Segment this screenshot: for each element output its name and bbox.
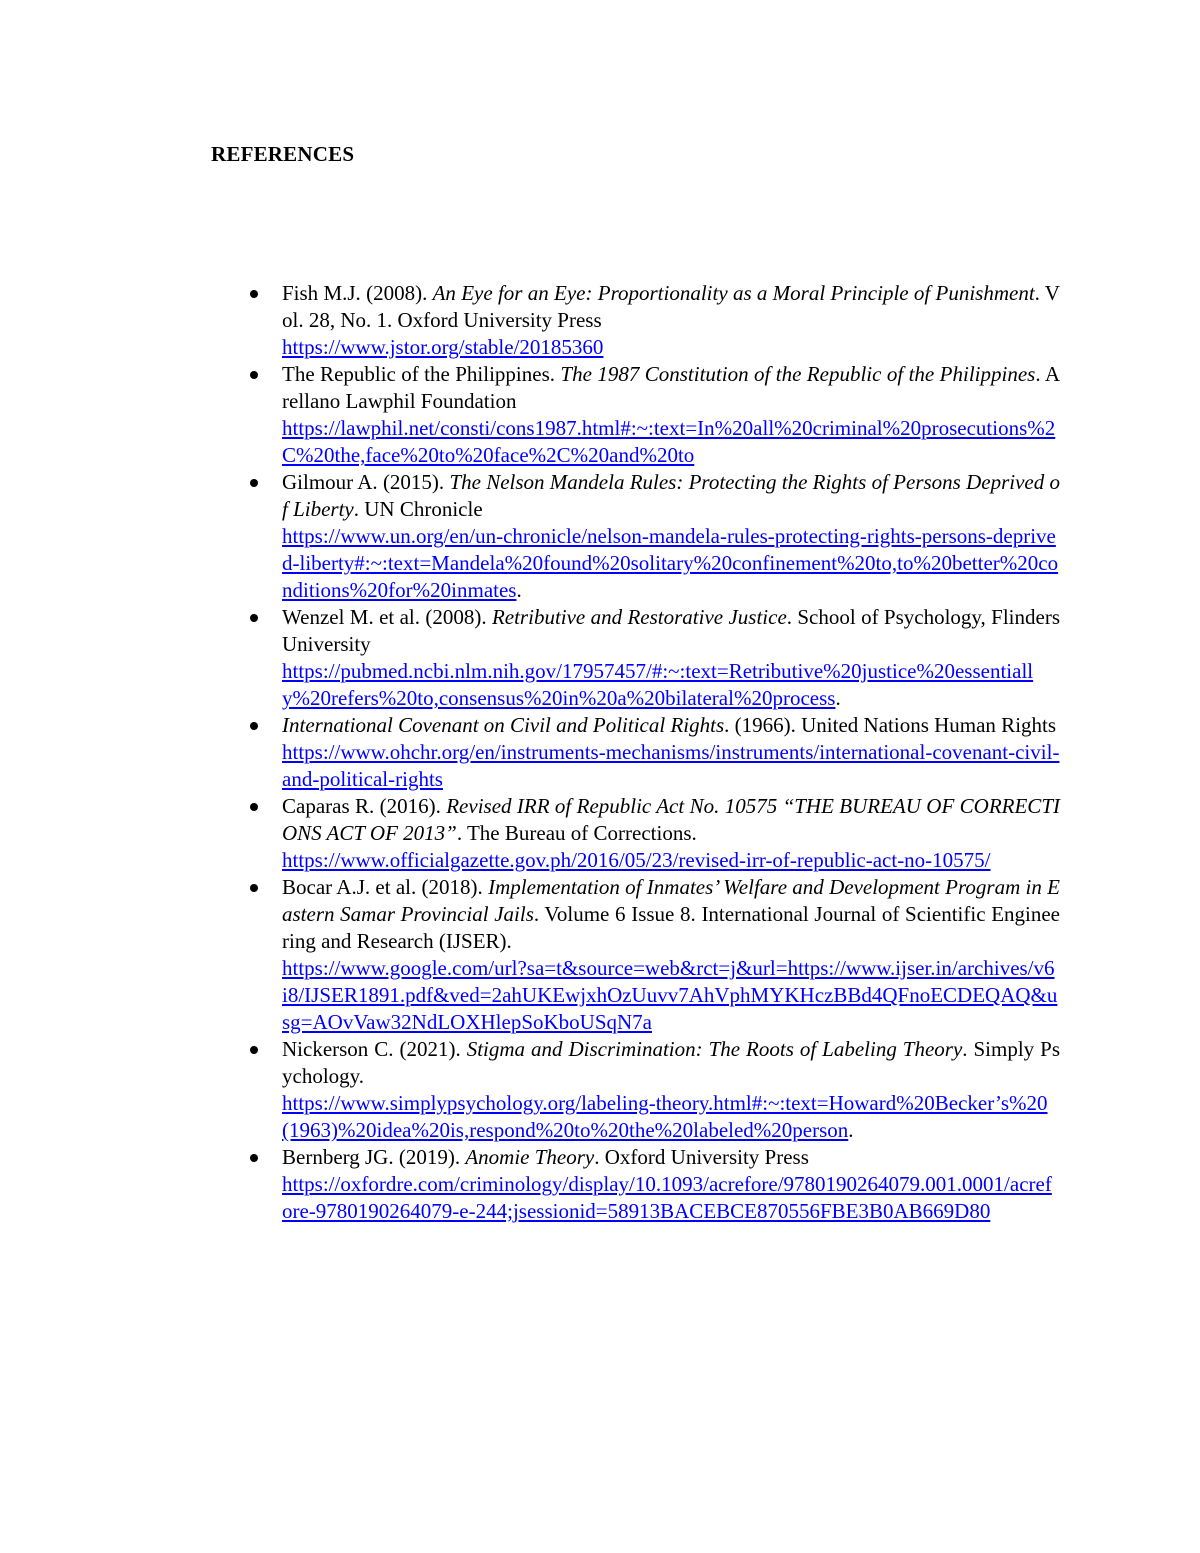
reference-trailing: . (835, 686, 841, 710)
reference-link[interactable]: https://oxfordre.com/criminology/display/10.1093/acrefore/9780190264079.001.0001/acrefore-9780190264079-e-244;jsessionid=58913BACEBCE870556FBE3B0AB669D80 (282, 1172, 1052, 1223)
reference-item (245, 712, 1060, 793)
bullet-icon (250, 290, 258, 298)
reference-title: The 1987 Constitution of the Republic of the Philippines (560, 362, 1036, 386)
reference-author: The Republic of the Philippines. (282, 362, 561, 386)
reference-details: . Oxford University Press (594, 1145, 809, 1169)
reference-item (245, 1036, 1060, 1144)
reference-link[interactable]: https://www.officialgazette.gov.ph/2016/05/23/revised-irr-of-republic-act-no-10575/ (282, 848, 991, 872)
reference-link[interactable]: https://pubmed.ncbi.nlm.nih.gov/17957457/#:~:text=Retributive%20justice%20essentially%20refers%20to,consensus%20in%20a%20bilateral%20process (282, 659, 1034, 710)
reference-link[interactable]: https://www.google.com/url?sa=t&source=web&rct=j&url=https://www.ijser.in/archives/v6i8/IJSER1891.pdf&ved=2ahUKEwjxhOzUuvv7AhVphMYKHczBBd4QFnoECDEQAQ&usg=AOvVaw32NdLOXHlepSoKboUSqN7a (282, 956, 1058, 1034)
reference-trailing: . (516, 578, 522, 602)
reference-title: Implementation of Inmates’ Welfare and Development Program in Eastern Samar Provincial Jails (282, 875, 1060, 926)
reference-author: Caparas R. (2016). (282, 794, 447, 818)
reference-item (245, 361, 1060, 469)
reference-item (245, 280, 1060, 361)
reference-author: Wenzel M. et al. (2008). (282, 605, 492, 629)
reference-item (245, 604, 1060, 712)
reference-link[interactable]: https://www.un.org/en/un-chronicle/nelson-mandela-rules-protecting-rights-persons-deprived-liberty#:~:text=Mandela%20found%20solitary%20confinement%20to,to%20better%20conditions%20for%20inmates (282, 524, 1059, 602)
reference-url-line (282, 658, 1060, 712)
reference-title: International Covenant on Civil and Political Rights (282, 713, 725, 737)
reference-author: Fish M.J. (2008). (282, 281, 433, 305)
reference-link[interactable]: https://www.jstor.org/stable/20185360 (282, 335, 604, 359)
reference-details: . UN Chronicle (353, 497, 483, 521)
reference-link[interactable]: https://lawphil.net/consti/cons1987.html#:~:text=In%20all%20criminal%20prosecutions%2C%20the,face%20to%20face%2C%20and%20to (282, 416, 1056, 467)
reference-link[interactable]: https://www.simplypsychology.org/labeling-theory.html#:~:text=Howard%20Becker’s%20(1963)%20idea%20is,respond%20to%20the%20labeled%20person (282, 1091, 1048, 1142)
reference-title: Revised IRR of Republic Act No. 10575 “THE BUREAU OF CORRECTIONS ACT OF 2013” (282, 794, 1060, 845)
bullet-icon (250, 371, 258, 379)
reference-item (245, 469, 1060, 604)
bullet-icon (250, 479, 258, 487)
reference-title: Retributive and Restorative Justice (491, 605, 787, 629)
reference-author: Nickerson C. (2021). (282, 1037, 467, 1061)
reference-details: . Vol. 28, No. 1. Oxford University Press (282, 281, 1060, 332)
reference-details: . School of Psychology, Flinders University (282, 605, 1060, 656)
reference-title: An Eye for an Eye: Proportionality as a Moral Principle of Punishment (432, 281, 1035, 305)
reference-author: Gilmour A. (2015). (282, 470, 450, 494)
reference-item (245, 874, 1060, 1036)
reference-details: . Arellano Lawphil Foundation (282, 362, 1060, 413)
reference-url-line (282, 523, 1060, 604)
reference-title: Stigma and Discrimination: The Roots of Labeling Theory (466, 1037, 963, 1061)
bullet-icon (250, 803, 258, 811)
reference-item (245, 793, 1060, 874)
reference-title: Anomie Theory (465, 1145, 595, 1169)
reference-link[interactable]: https://www.ohchr.org/en/instruments-mechanisms/instruments/international-covenant-civil-and-political-rights (282, 740, 1060, 791)
reference-details: . Volume 6 Issue 8. International Journal of Scientific Engineering and Research (IJSER). (282, 902, 1060, 953)
bullet-icon (250, 614, 258, 622)
bullet-icon (250, 1154, 258, 1162)
bullet-icon (250, 884, 258, 892)
reference-url-line (282, 1090, 1060, 1144)
reference-author: Bocar A.J. et al. (2018). (282, 875, 489, 899)
reference-author: Bernberg JG. (2019). (282, 1145, 466, 1169)
reference-trailing: . (848, 1118, 854, 1142)
reference-details: . The Bureau of Corrections. (456, 821, 697, 845)
bullet-icon (250, 722, 258, 730)
reference-details: . (1966). United Nations Human Rights (724, 713, 1057, 737)
page-title: REFERENCES (211, 142, 355, 166)
reference-details: . Simply Psychology. (282, 1037, 1060, 1088)
reference-item (245, 1144, 1060, 1225)
bullet-icon (250, 1046, 258, 1054)
reference-title: The Nelson Mandela Rules: Protecting the Rights of Persons Deprived of Liberty (282, 470, 1060, 521)
reference-list (245, 280, 1060, 1225)
